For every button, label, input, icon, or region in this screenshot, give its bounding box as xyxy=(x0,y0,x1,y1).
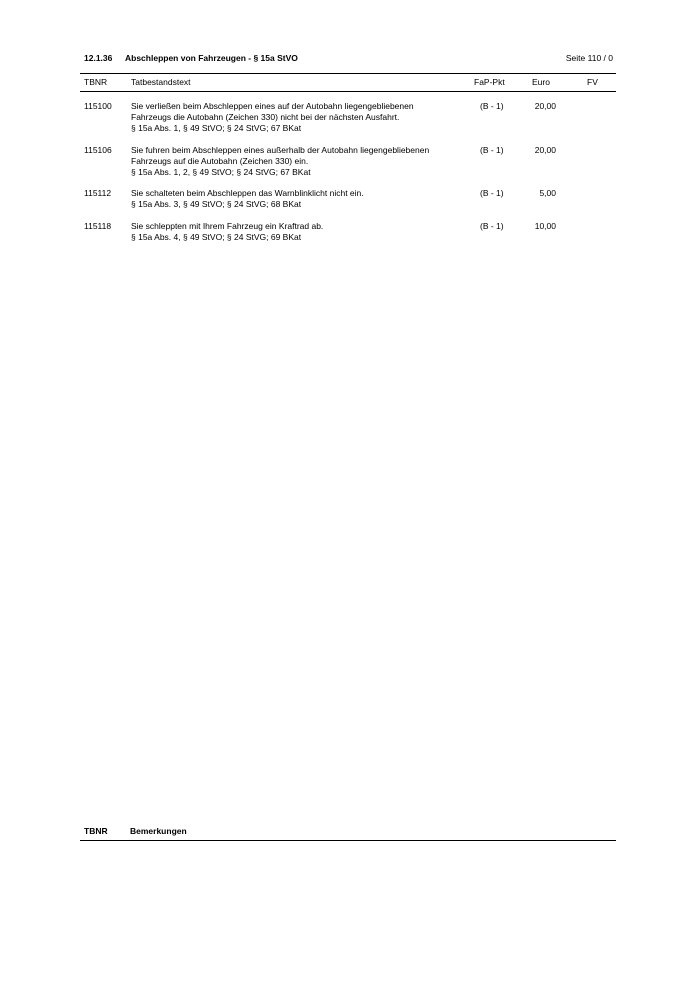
column-header-text: Tatbestandstext xyxy=(131,77,191,87)
row-tbnr: 115118 xyxy=(84,221,112,231)
row-euro: 20,00 xyxy=(534,145,556,155)
row-text xyxy=(131,145,471,178)
section-number: 12.1.36 xyxy=(84,53,113,63)
row-text-line: Fahrzeugs die Autobahn (Zeichen 330) nicht bei der nächsten Ausfahrt. xyxy=(131,112,400,122)
row-text xyxy=(131,188,471,210)
row-text xyxy=(131,101,471,134)
row-tbnr: 115112 xyxy=(84,188,112,198)
remarks-label: Bemerkungen xyxy=(130,826,187,836)
row-points: (B - 1) xyxy=(480,101,504,111)
row-points: (B - 1) xyxy=(480,188,504,198)
row-text-line: Fahrzeugs auf die Autobahn (Zeichen 330) ein. xyxy=(131,156,309,166)
header-bottom-divider xyxy=(80,91,616,92)
row-euro: 5,00 xyxy=(539,188,556,198)
row-tbnr: 115100 xyxy=(84,101,112,111)
row-text-line: § 15a Abs. 1, 2, § 49 StVO; § 24 StVG; 67 BKat xyxy=(131,167,311,177)
row-text-line: Sie fuhren beim Abschleppen eines außerhalb der Autobahn liegengebliebenen xyxy=(131,145,430,155)
page-number: Seite 110 / 0 xyxy=(565,53,613,63)
row-euro: 20,00 xyxy=(534,101,556,111)
header-top-divider xyxy=(80,73,616,74)
row-text-line: § 15a Abs. 4, § 49 StVO; § 24 StVG; 69 BKat xyxy=(131,232,302,242)
row-text-line: Sie verließen beim Abschleppen eines auf der Autobahn liegengebliebenen xyxy=(131,101,414,111)
column-header-tbnr: TBNR xyxy=(84,77,108,87)
remarks-divider xyxy=(80,840,616,841)
column-header-euro: Euro xyxy=(532,77,550,87)
column-header-fv: FV xyxy=(587,77,598,87)
row-tbnr: 115106 xyxy=(84,145,112,155)
page-title: Abschleppen von Fahrzeugen - § 15a StVO xyxy=(125,53,298,63)
row-points: (B - 1) xyxy=(480,221,504,231)
row-points: (B - 1) xyxy=(480,145,504,155)
row-text-line: Sie schleppten mit Ihrem Fahrzeug ein Kraftrad ab. xyxy=(131,221,324,231)
remarks-tbnr-label: TBNR xyxy=(84,826,108,836)
row-text xyxy=(131,221,471,243)
row-text-line: § 15a Abs. 1, § 49 StVO; § 24 StVG; 67 BKat xyxy=(131,123,302,133)
row-euro: 10,00 xyxy=(534,221,556,231)
column-header-points: FaP-Pkt xyxy=(474,77,505,87)
row-text-line: Sie schalteten beim Abschleppen das Warnblinklicht nicht ein. xyxy=(131,188,364,198)
row-text-line: § 15a Abs. 3, § 49 StVO; § 24 StVG; 68 BKat xyxy=(131,199,302,209)
